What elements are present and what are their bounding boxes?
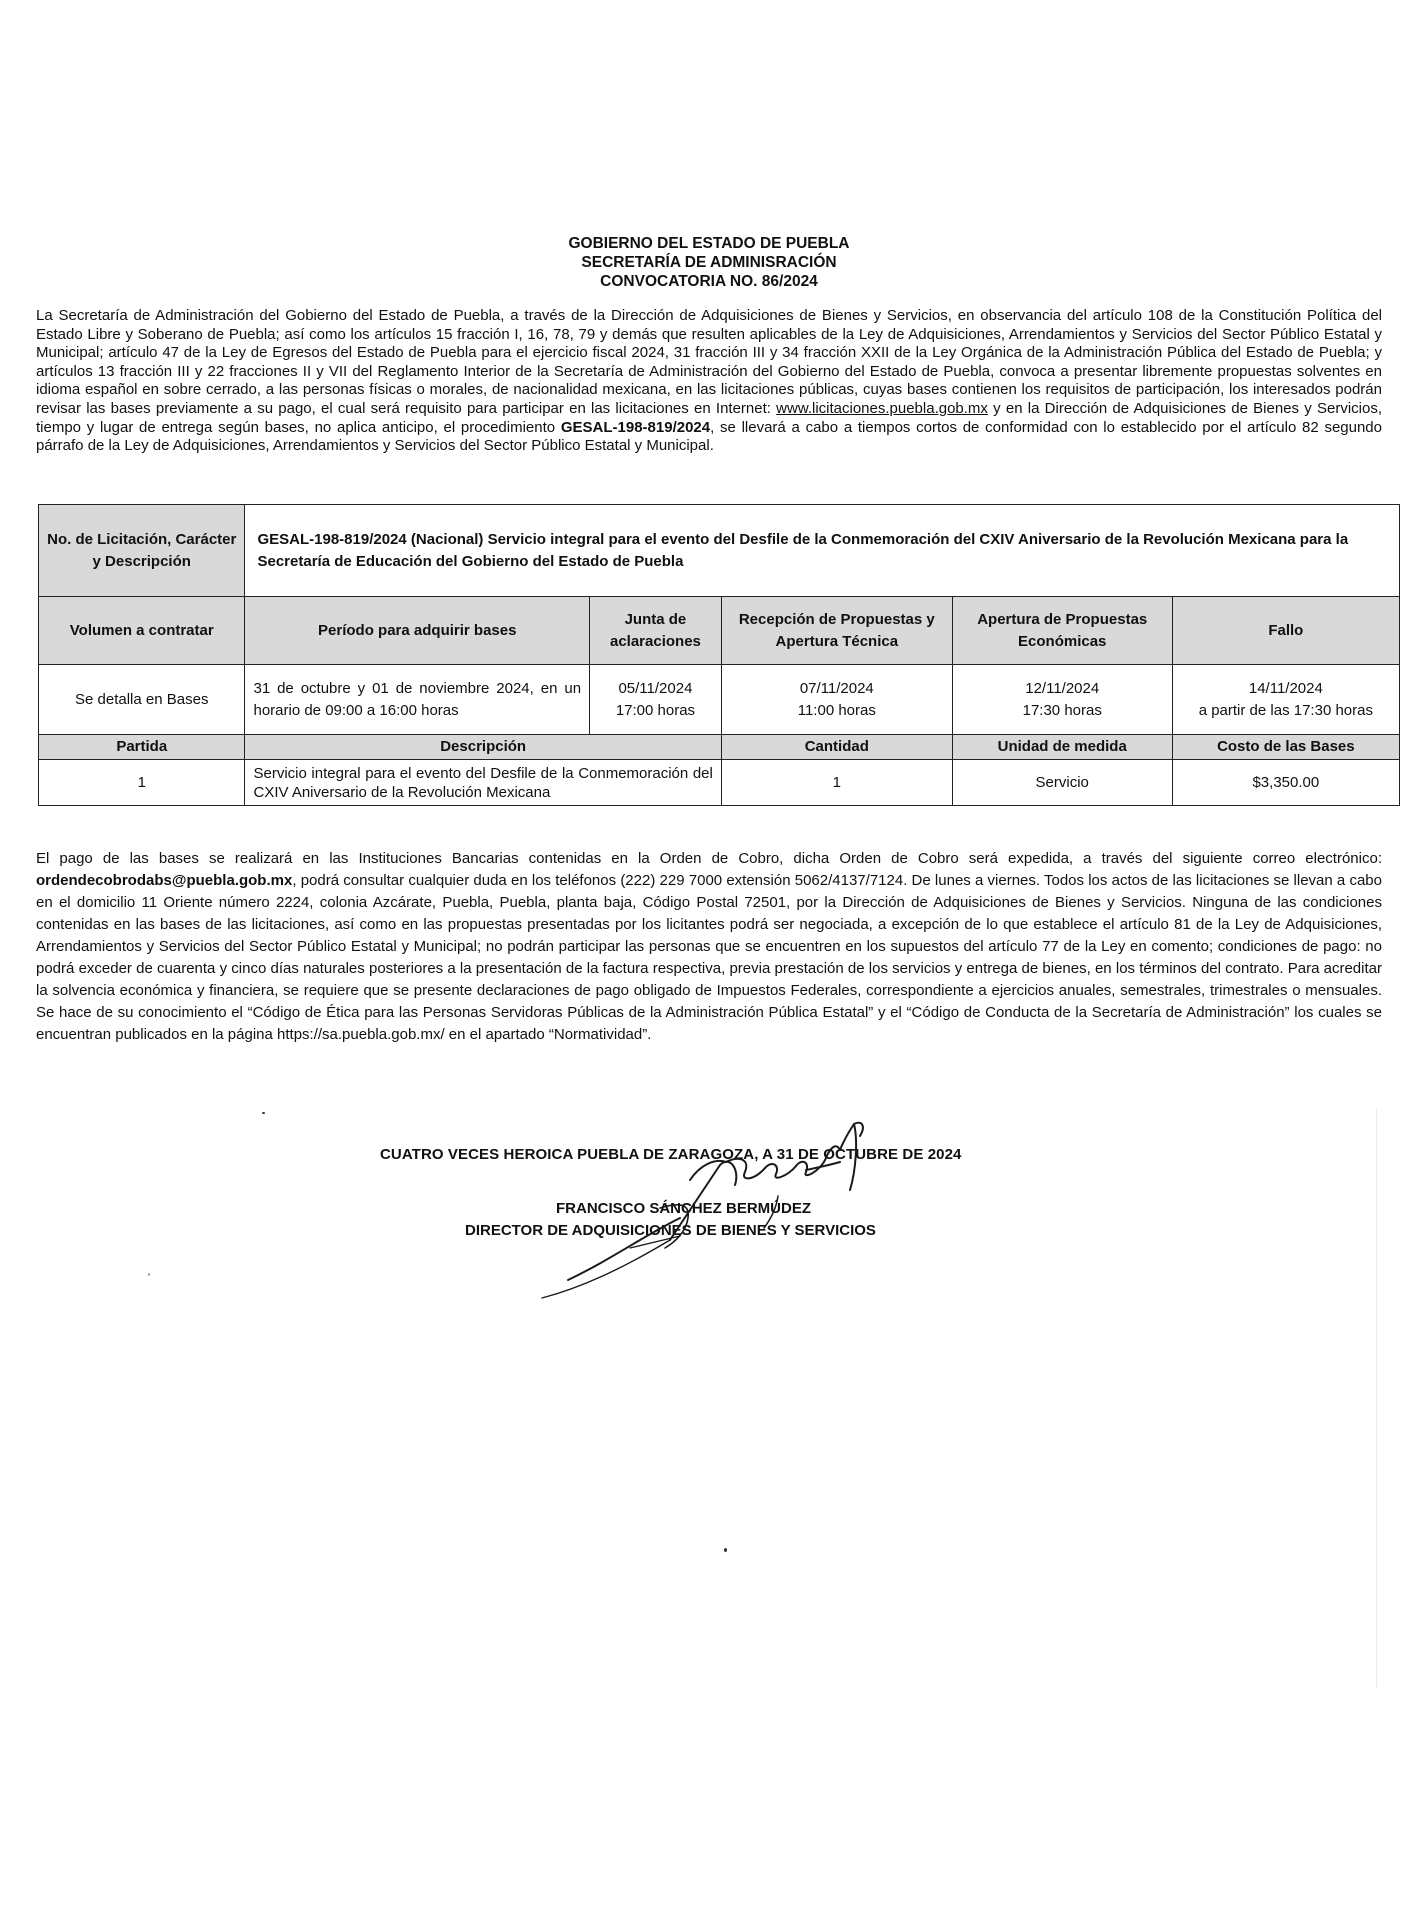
item-unidad: Servicio bbox=[952, 760, 1172, 806]
schedule-header-row bbox=[39, 597, 1400, 665]
recepcion-date: 07/11/2024 bbox=[799, 679, 874, 697]
tender-description-row bbox=[39, 505, 1400, 597]
handwritten-signature bbox=[540, 1110, 930, 1300]
items-header-row bbox=[39, 735, 1400, 760]
fallo-time: a partir de las 17:30 horas bbox=[1198, 701, 1373, 719]
fallo-value bbox=[1172, 665, 1399, 735]
item-cantidad: 1 bbox=[721, 760, 952, 806]
volumen-header: Volumen a contratar bbox=[39, 597, 245, 665]
scan-speck bbox=[724, 1548, 727, 1552]
header-secretariat: SECRETARÍA DE ADMINISRACIÓN bbox=[581, 254, 837, 271]
table-row bbox=[39, 760, 1400, 806]
scan-edge-line bbox=[1376, 1108, 1377, 1688]
apertura-value bbox=[952, 665, 1172, 735]
volumen-value: Se detalla en Bases bbox=[39, 665, 245, 735]
recepcion-header: Recepción de Propuestas y Apertura Técnica bbox=[721, 597, 952, 665]
header-call-number: CONVOCATORIA NO. 86/2024 bbox=[600, 273, 818, 290]
signature-place-date: CUATRO VECES HEROICA PUEBLA DE ZARAGOZA, A 31 DE OCTUBRE DE 2024 bbox=[380, 1146, 962, 1163]
scan-speck bbox=[148, 1273, 150, 1276]
signatory-name: FRANCISCO SÁNCHEZ BERMÚDEZ bbox=[556, 1200, 811, 1217]
recepcion-time: 11:00 horas bbox=[797, 701, 876, 719]
body-text-1: El pago de las bases se realizará en las Instituciones Bancarias contenidas en la Orden de Cobro, dicha Orden de Cobro será expedida, a través del siguiente correo electrónico: bbox=[36, 850, 1382, 867]
cantidad-header: Cantidad bbox=[721, 735, 952, 760]
intro-text-2: y en la Dirección de Adquisiciones de Bienes y Servicios, tiempo y lugar de entrega según bases, no aplica anticipo, el procedimiento bbox=[36, 399, 1382, 436]
item-costo: $3,350.00 bbox=[1172, 760, 1399, 806]
intro-paragraph bbox=[36, 307, 1382, 456]
unidad-header: Unidad de medida bbox=[952, 735, 1172, 760]
order-email[interactable]: ordendecobrodabs@puebla.gob.mx bbox=[36, 872, 293, 889]
tender-label-cell: No. de Licitación, Carácter y Descripción bbox=[39, 505, 245, 597]
payment-paragraph bbox=[36, 848, 1382, 1046]
fallo-header: Fallo bbox=[1172, 597, 1399, 665]
tender-table bbox=[38, 504, 1400, 806]
junta-date: 05/11/2024 bbox=[618, 679, 693, 697]
apertura-time: 17:30 horas bbox=[1022, 701, 1102, 719]
descripcion-header: Descripción bbox=[245, 735, 721, 760]
apertura-date: 12/11/2024 bbox=[1025, 679, 1100, 697]
procedure-code: GESAL-198-819/2024 bbox=[560, 418, 711, 436]
partida-header: Partida bbox=[39, 735, 245, 760]
periodo-value: 31 de octubre y 01 de noviembre 2024, en un horario de 09:00 a 16:00 horas bbox=[245, 665, 590, 735]
recepcion-value bbox=[721, 665, 952, 735]
body-text-2: , podrá consultar cualquier duda en los teléfonos (222) 229 7000 extensión 5062/4137/7124. De lunes a viernes. Todos los actos de las licitaciones se llevan a cabo en el domicilio 11 Oriente número 2224, colonia Azcárate, Puebla, Puebla, planta baja, Código Postal 72501, por la Dirección de Adquisiciones de Bienes y Servicios. Ninguna de las condiciones contenidas en las bases de las licitaciones, así como en las propuestas presentadas por los licitantes podrá ser negociada, a excepción de lo que establece el artículo 81 de la Ley de Adquisiciones, Arrendamientos y Servicios del Sector Público Estatal y Municipal; no podrán participar las personas que se encuentren en los supuestos del artículo 77 de la Ley en comento; condiciones de pago: no podrá exceder de cuarenta y cinco días naturales posteriores a la presentación de la factura respectiva, previa prestación de los servicios y entrega de bienes, en los términos del contrato. Para acreditar la solvencia económica y financiera, se requiere que se presente declaraciones de pago obligado de Impuestos Federales, correspondiente a ejercicios anuales, semestrales, trimestrales o mensuales. Se hace de su conocimiento el “Código de Ética para las Personas Servidoras Públicas de la Administración Pública Estatal” y el “Código de Conducta de la Secretaría de Administración” los cuales se encuentran publicados en la página https://sa.puebla.gob.mx/ en el apartado “Normatividad”. bbox=[36, 872, 1382, 1043]
junta-header: Junta de aclaraciones bbox=[590, 597, 722, 665]
intro-text-1: La Secretaría de Administración del Gobierno del Estado de Puebla, a través de la Dirección de Adquisiciones de Bienes y Servicios, en observancia del artículo 108 de la Constitución Política del Estado Libre y Soberano de Puebla; así como los artículos 15 fracción I, 16, 78, 79 y demás que resulten aplicables de la Ley de Adquisiciones, Arrendamientos y Servicios del Sector Público Estatal y Municipal; artículo 47 de la Ley de Egresos del Estado de Puebla para el ejercicio fiscal 2024, 31 fracción III y 34 fracción XXII de la Ley Orgánica de la Administración Pública del Estado de Puebla; y artículos 13 fracción III y 22 fracciones II y VII del Reglamento Interior de la Secretaría de Administración del Gobierno del Estado de Puebla, convoca a presentar libremente propuestas solventes en idioma español en sobre cerrado, a las personas físicas o morales, de nacionalidad mexicana, en las licitaciones públicas, cuyas bases contienen los requisitos de participación, los interesados podrán revisar las bases previamente a su pago, el cual será requisito para participar en las licitaciones en Internet: bbox=[36, 307, 1382, 417]
scan-speck bbox=[262, 1112, 265, 1114]
schedule-values-row bbox=[39, 665, 1400, 735]
document-header bbox=[0, 234, 1418, 291]
junta-time: 17:00 horas bbox=[615, 701, 696, 719]
item-partida: 1 bbox=[39, 760, 245, 806]
junta-value bbox=[590, 665, 722, 735]
fallo-date: 14/11/2024 bbox=[1248, 679, 1323, 697]
licitaciones-link[interactable]: www.licitaciones.puebla.gob.mx bbox=[776, 399, 988, 417]
costo-header: Costo de las Bases bbox=[1172, 735, 1399, 760]
apertura-header: Apertura de Propuestas Económicas bbox=[952, 597, 1172, 665]
tender-description-cell: GESAL-198-819/2024 (Nacional) Servicio integral para el evento del Desfile de la Conmemoración del CXIV Aniversario de la Revolución Mexicana para la Secretaría de Educación del Gobierno del Estado de Puebla bbox=[245, 505, 1400, 597]
periodo-header: Período para adquirir bases bbox=[245, 597, 590, 665]
header-government: GOBIERNO DEL ESTADO DE PUEBLA bbox=[568, 235, 850, 252]
intro-text-3: , se llevará a cabo a tiempos cortos de conformidad con lo establecido por el artículo 82 segundo párrafo de la Ley de Adquisiciones, Arrendamientos y Servicios del Sector Público Estatal y Municipal. bbox=[36, 418, 1382, 455]
item-descripcion: Servicio integral para el evento del Desfile de la Conmemoración del CXIV Aniversario de la Revolución Mexicana bbox=[245, 760, 721, 806]
signatory-title: DIRECTOR DE ADQUISICIONES DE BIENES Y SERVICIOS bbox=[465, 1222, 876, 1239]
